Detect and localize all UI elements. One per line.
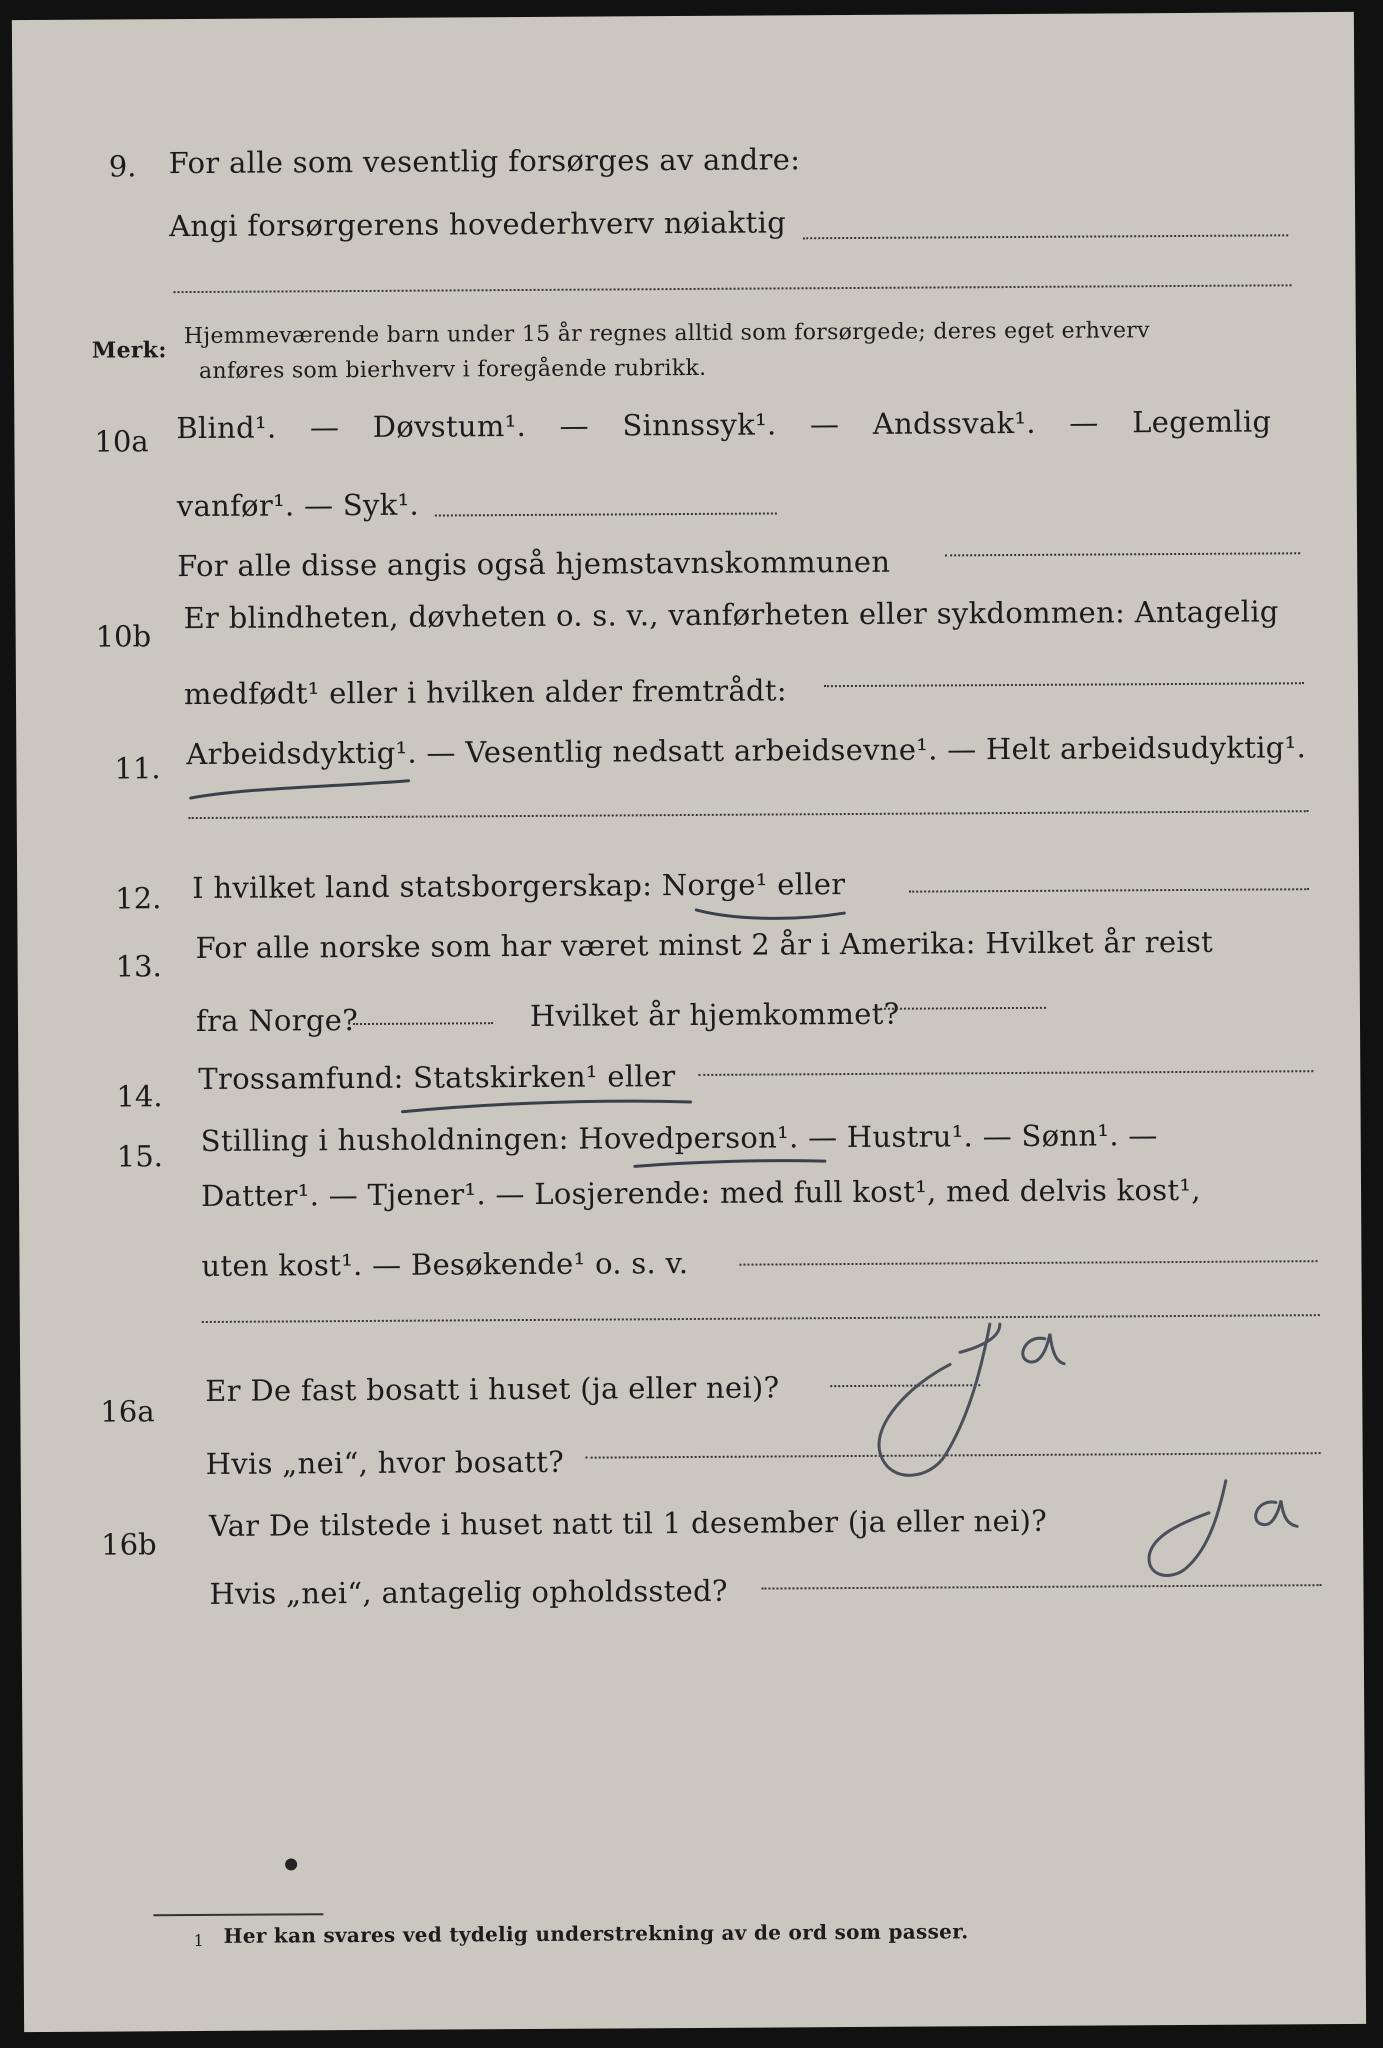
footnote-text: Her kan svares ved tydelig understrekning av de ord som passer. [223,1919,969,1948]
q15-line3: uten kost¹. — Besøkende¹ o. s. v. [201,1246,689,1283]
q11-number: 11. [114,751,161,786]
q11-line1: Arbeidsdyktig¹. — Vesentlig nedsatt arbeidsevne¹. — Helt arbeidsudyktig¹. [186,730,1307,772]
q13-reist-answer [353,1022,493,1025]
q16a-line1: Er De fast bosatt i huset (ja eller nei)? [205,1370,780,1408]
q10b-answer-line [824,682,1304,687]
q9-answer-line-2 [174,284,1292,293]
q12-line1: I hvilket land statsborgerskap: Norge¹ eller [192,867,846,906]
q13-line2a: fra Norge? [195,1003,359,1039]
q10a-line3-answer [945,552,1300,556]
q10a-number: 10a [94,424,149,459]
q10a-line2-answer [435,512,777,516]
q15-answer-line [202,1314,1320,1323]
q15-line3-answer [739,1260,1317,1266]
q10a-line2: vanfør¹. — Syk¹. [176,487,420,524]
q15-number: 15. [116,1139,164,1174]
q16b-line2: Hvis „nei“, antagelig opholdssted? [209,1573,728,1611]
q12-number: 12. [115,881,162,916]
q14-number: 14. [116,1079,163,1114]
q14-answer-line [698,1070,1313,1076]
q10b-number: 10b [95,619,152,654]
ink-spot [285,1858,297,1870]
q12-underline-mark [692,903,852,926]
footnote-marker: 1 [193,1930,205,1951]
q9-number: 9. [108,149,137,184]
q9-answer-line [803,234,1288,239]
q9-line1: For alle som vesentlig forsørges av andre: [168,142,801,181]
q10a-line3: For alle disse angis også hjemstavnskommunen [177,544,891,584]
q16b-number: 16b [101,1527,157,1562]
q16b-handwritten-answer [1131,1472,1312,1593]
q12-answer-line [909,888,1309,892]
q13-line2b: Hvilket år hjemkommet? [529,996,900,1033]
footnote-rule [153,1913,323,1916]
q10a-line1: Blind¹. — Døvstum¹. — Sinnssyk¹. — Andssvak¹. — Legemlig [176,404,1272,446]
merk-line1: Hjemmeværende barn under 15 år regnes alltid som forsørgede; deres eget erhverv [183,318,1150,350]
q15-underline-mark [631,1153,831,1174]
q11-underline-mark [186,775,416,804]
q15-line1: Stilling i husholdningen: Hovedperson¹. — Hustru¹. — Sønn¹. — [200,1118,1158,1158]
q15-line2: Datter¹. — Tjener¹. — Losjerende: med full kost¹, med delvis kost¹, [200,1172,1201,1213]
q13-number: 13. [115,949,162,984]
q16a-handwritten-answer [850,1304,1091,1495]
merk-line2: anføres som bierhverv i foregående rubrikk. [198,355,707,384]
q14-underline-mark [398,1094,698,1120]
q11-answer-line [189,810,1309,819]
q16b-line1: Var De tilstede i huset natt til 1 desember (ja eller nei)? [208,1503,1048,1543]
merk-label: Merk: [91,337,167,364]
census-form-page [12,12,1366,2032]
q16a-line2: Hvis „nei“, hvor bosatt? [205,1444,565,1481]
q16a-number: 16a [100,1394,155,1429]
q13-line1: For alle norske som har været minst 2 år i Amerika: Hvilket år reist [195,924,1214,966]
q13-hjemkommet-answer [876,1007,1046,1010]
q10b-line1: Er blindheten, døvheten o. s. v., vanførheten eller sykdommen: Antagelig [183,594,1279,636]
q14-line1: Trossamfund: Statskirken¹ eller [198,1059,676,1096]
q9-line2: Angi forsørgerens hovederhverv nøiaktig [169,205,787,244]
q10b-line2: medfødt¹ eller i hvilken alder fremtrådt: [183,673,787,712]
